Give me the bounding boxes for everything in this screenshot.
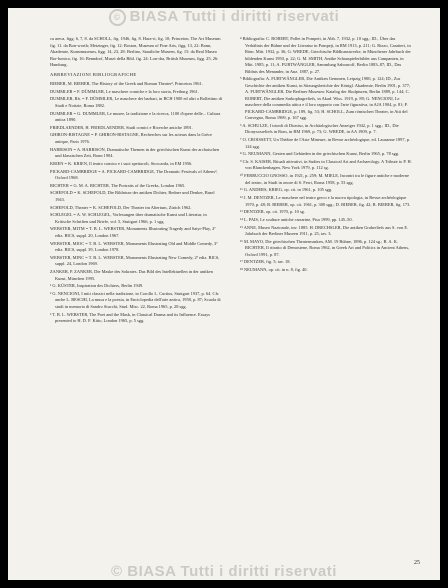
- footnote: ² G. NENCIONI, I miti classici nella tradizione, in Corollo L. Curtius, Stuttgart 1937, p. 64. Cfr. anche L. BESCHI, La musa e la poesia, in Enciclopedia dell'arte antica, 1958, p. 87; Scuola di studi in memoria di Sandro Stucchi, Stud. Misc. 22, Roma 1965, p. 28 sgg.: [50, 290, 221, 309]
- footnote: ¹⁷ DENTZER, fig. 5; tav. 18.: [240, 259, 291, 265]
- abbreviation-entry: GHIRON-BISTAGNE = P. GHIRON-BISTAGNE, Recherches sur les acteurs dans la Grèce antique, Paris 1976.: [50, 132, 212, 144]
- footnote: ⁶ A. SCHULZE, I trionfi di Dioniso, in Archäologischer Anzeiger 1942, p. 1 sgg.; ID., Die Dionysosreliefs in Rom, in RM 1969, p. 73; G. WREDE, in AA 1909, p. 7.: [240, 122, 399, 135]
- abbreviation-entry: SCHEFOLD = K. SCHEFOLD, Die Bildnisse der antiken Dichter, Redner und Denker, Basel 1943.: [50, 190, 215, 202]
- footnote: ⁵ Bibliografia: A. FURTWÄNGLER, Die Antiken Gemmen, Leipzig 1900, p. 124; ID., Zur Geschichte der antiken Kunst, in Sitzungsberichte der Königl. Akademie, Berlin 1901, p. 377; A. FURTWÄNGLER, Die Berliner Museum: Katalog der Skulpturen, Berlin 1889, p. 144; C. ROBERT, Die antiken Sarkophagreliefs, in Akad. Wiss. 1919, p. 89; G. NENCIONI, Le maschere della commedia attica e il loro rapporto con l'arte figurativa, in AJA 1904, p. 81; P. PICKARD-CAMBRIDGE, p. 189, fig. 53; H. SCHOLL, Zum römischen Theater, in Atti del Convegno, Roma 1969, p. 167 sgg.: [240, 76, 411, 121]
- abbreviations-list: [50, 81, 222, 282]
- footnote: ¹² J. M. DENTZER, Le maschere nel teatro greco e la nuova tipologia, in Revue archéologique 1970, p. 48; B. BIEBER, op. cit. 1961, p. 300 sgg.; D. BIEBER, fig. 42; R. BIEBER, fig. 173.: [240, 195, 411, 207]
- footnotes-left: [50, 283, 222, 324]
- footnote: ⁷ O. CROISSETT, Un Théâtre de l'Asie Mineure, in Revue archéologique, ed. Lausanne 1897, p. 124 sgg.: [240, 137, 411, 149]
- abbreviation-entry: HARRISON = A. HARRISON, Dramatische Themen in der griechischen Kunst der archaischen und klassischen Zeit, Bonn 1904.: [50, 146, 220, 159]
- document-page: [8, 8, 440, 580]
- abbreviations-heading: ABBREVIAZIONI BIBLIOGRAFICHE: [50, 71, 137, 77]
- abbreviation-entry: SCHEFOLD, Theater = K. SCHEFOLD, Der Theater im Altertum, Zürich 1962.: [50, 204, 192, 210]
- abbreviation-entry: DUMMLER = F. DÜMMLER, Le maschere comiche e la loro storia, Freiburg 1961.: [50, 88, 199, 94]
- abbreviation-entry: WEBSTER, MIOC = T. B. L. WEBSTER, Monuments Illustrating Old and Middle Comedy, 3ª ediz. BICS, suppl. 39, London 1978.: [50, 240, 218, 253]
- abbreviation-entry: WEBSTER, MINC = T. B. L. WEBSTER, Monuments Illustrating New Comedy, 2ª ediz. BICS, suppl. 24, London 1969.: [50, 254, 220, 267]
- footnote: ¹⁴ L. PAIS, Le sculture antiche carrarine, Pisa 1999, pp. 145–50.: [240, 216, 353, 222]
- abbreviation-entry: WEBSTER, MITM = T. B. L. WEBSTER, Monuments Illustrating Tragedy and Satyr-Play, 2ª ediz. BICS, suppl. 20, London 1967.: [50, 226, 216, 238]
- footnote: ¹ G. KÜSTER, Inspiration des Dichters, Berlin 1949.: [50, 283, 144, 289]
- footnote: ¹⁰ FERRUCCIO GNOSSO, in 1921, p. 259; M. MIELE, Incontri tra le figure antiche e moderne del teatro, in Studi in onore di S. Ferri, Roma 1958, p. 53 sgg.: [240, 173, 409, 185]
- footnote: ¹⁸ NEUMANN, op. cit. in n. 8, fig. 40.: [240, 267, 308, 273]
- footnote: ³ T. B. L. WEBSTER, The Poet and the Mask, in Classical Drama and its Influence. Essays presented to H. D. F. Kitto, London 1965, p. 5 sgg.: [50, 311, 211, 324]
- footnote: ¹⁶ M. MAYO, Die griechischen Theatermasken, AM. 19 Bühne, 1896, p. 124 sg.; B. A. K. RICHTER, Il ritratto di Demostene, Roma 1962, in Greek Art and Politics in Ancient Athens, Oxford 1991, p. 87.: [240, 238, 410, 257]
- abbreviation-entry: ZANKER, P. ZANKER, Die Maske des Sokrates. Das Bild des Intellektuellen in der antiken Kunst, München 1995.: [50, 269, 213, 281]
- watermark-top-text: BIASA Tutti i diritti riservati: [129, 8, 340, 25]
- watermark-bottom: © BIASA Tutti i diritti riservati: [111, 563, 337, 580]
- footnote: ¹³ DENTZER, op. cit. 1970, p. 10 sg.: [240, 209, 305, 215]
- footnote: ⁴ Bibliografia: C. ROBERT, Pollet in Pompeii, in Abh. 7, 1932, p. 10 sgg.; ID., Über das Verhältnis der Bühne und der Literatur in Pompeji, in RM 1913, p. 211; G. Rizzo, Caratteri, in Röm. Mitt. 1932, p. 36; G. WREDE, Griechische Bildkunstwerke, in Münchener Jahrbuch der bildenden Kunst 1950, p. 22; G. M. SMITH, Antike Schauspielerbilder aus Campanien, in Mitt. 1985, p. 11; A. FURTWÄNGLER, Sammlung Sabouroff, Berlin 1883–87; ID., Das Bildnis des Menander, in Anz. 1887, p. 27.: [240, 36, 411, 74]
- abbreviation-entry: FRIEDLAENDER, H. FRIEDLAENDER, Studi comici e Ricerche antiche 1891.: [50, 124, 193, 130]
- abbreviation-entry: SCHLEGEL = A. W. SCHLEGEL, Vorlesungen über dramatische Kunst und Literatur, in Kritische Schriften und Briefe, vol. 5, Stuttgart 1966, p. 1 sgg.: [50, 212, 207, 224]
- copyright-mark: ©: [109, 9, 126, 26]
- footnote: ¹¹ G. ANDERS, KRIEG, op. cit. in 1961, p. 105 sgg.: [240, 187, 333, 193]
- photo-credits: [50, 36, 222, 69]
- abbreviation-entry: KRIEN = K. KRIEN, Il teatro comico e i suoi spettacoli, Stoccarda, in EM 1956.: [50, 160, 193, 166]
- abbreviation-entry: DUMMLER = G. DUMMLER, Le musee, la tradizione e la ricerca, 1100 d'opere delle... Cultura antica 1890.: [50, 110, 221, 123]
- page-number: 25: [414, 560, 420, 566]
- watermark-top: [8, 8, 440, 26]
- credits-paragraph: ca areca, figg. 6, 7, 8. da SCHOLL, fig. 1946, fig. 8. Hara-ri, fig. 10; Princeton, The Art Museum fig. 11. da Bon-worth; Metzinger, fig. 12: Boston, Museum of Fine Arts, figg. 13, 22: Bonn, Akademie, Kunstmuseum, figg. 14, 23, 28: Berlino, Staatliche Museen, fig. 15: da Real Museo Bor-bonico, fig. 16: Benndorf, Musei della Bibl. fig. 24: Lon-dra, British Museum, figg. 25, 26: Hamburg.: [50, 36, 221, 67]
- abbreviation-entry: PICKARD-CAMBRIDGE = A. PICKARD-CAMBRIDGE, The Dramatic Festivals of Athens², Oxford 1968.: [50, 168, 218, 180]
- abbreviation-entry: BIEBER, M. BIEBER, The History of the Greek and Roman Theater², Princeton 1961.: [50, 81, 203, 86]
- right-column: [240, 36, 412, 275]
- abbreviation-entry: RICHTER = G. M. A. RICHTER, The Portraits of the Greeks, London 1965.: [50, 182, 186, 188]
- footnotes-right: [240, 36, 412, 274]
- abbreviation-entry: DUMMLER, Rh. = F. DÜMMLER, Le maschere dei barbari, in BCH 1900 ed altri a Bollettino di Studi e Notizie, Roma 1882.: [50, 96, 222, 108]
- footnote: ¹⁵ ANNE, Museo Nazionale, inv. 1885. H. DRECHSLER, Die antiken Grabreliefs aus S. von E. Jahrbuch der Berliner Museen 1911, p. 25, tav. 3.: [240, 224, 409, 237]
- footnote: ⁸ G. NEUMANN, Gesten und Gebärden in der griechischen Kunst, Berlin 1965, p. 78 sgg.: [240, 151, 400, 157]
- footnote: ⁹ Cfr. S. KAISER, Rituali attivativi, in Sudies in Classical Art and Archaeology. A Tribute to P. H. von Blanckenhagen, New York 1979, p. 112 sg.: [240, 158, 412, 171]
- left-column: [50, 36, 222, 326]
